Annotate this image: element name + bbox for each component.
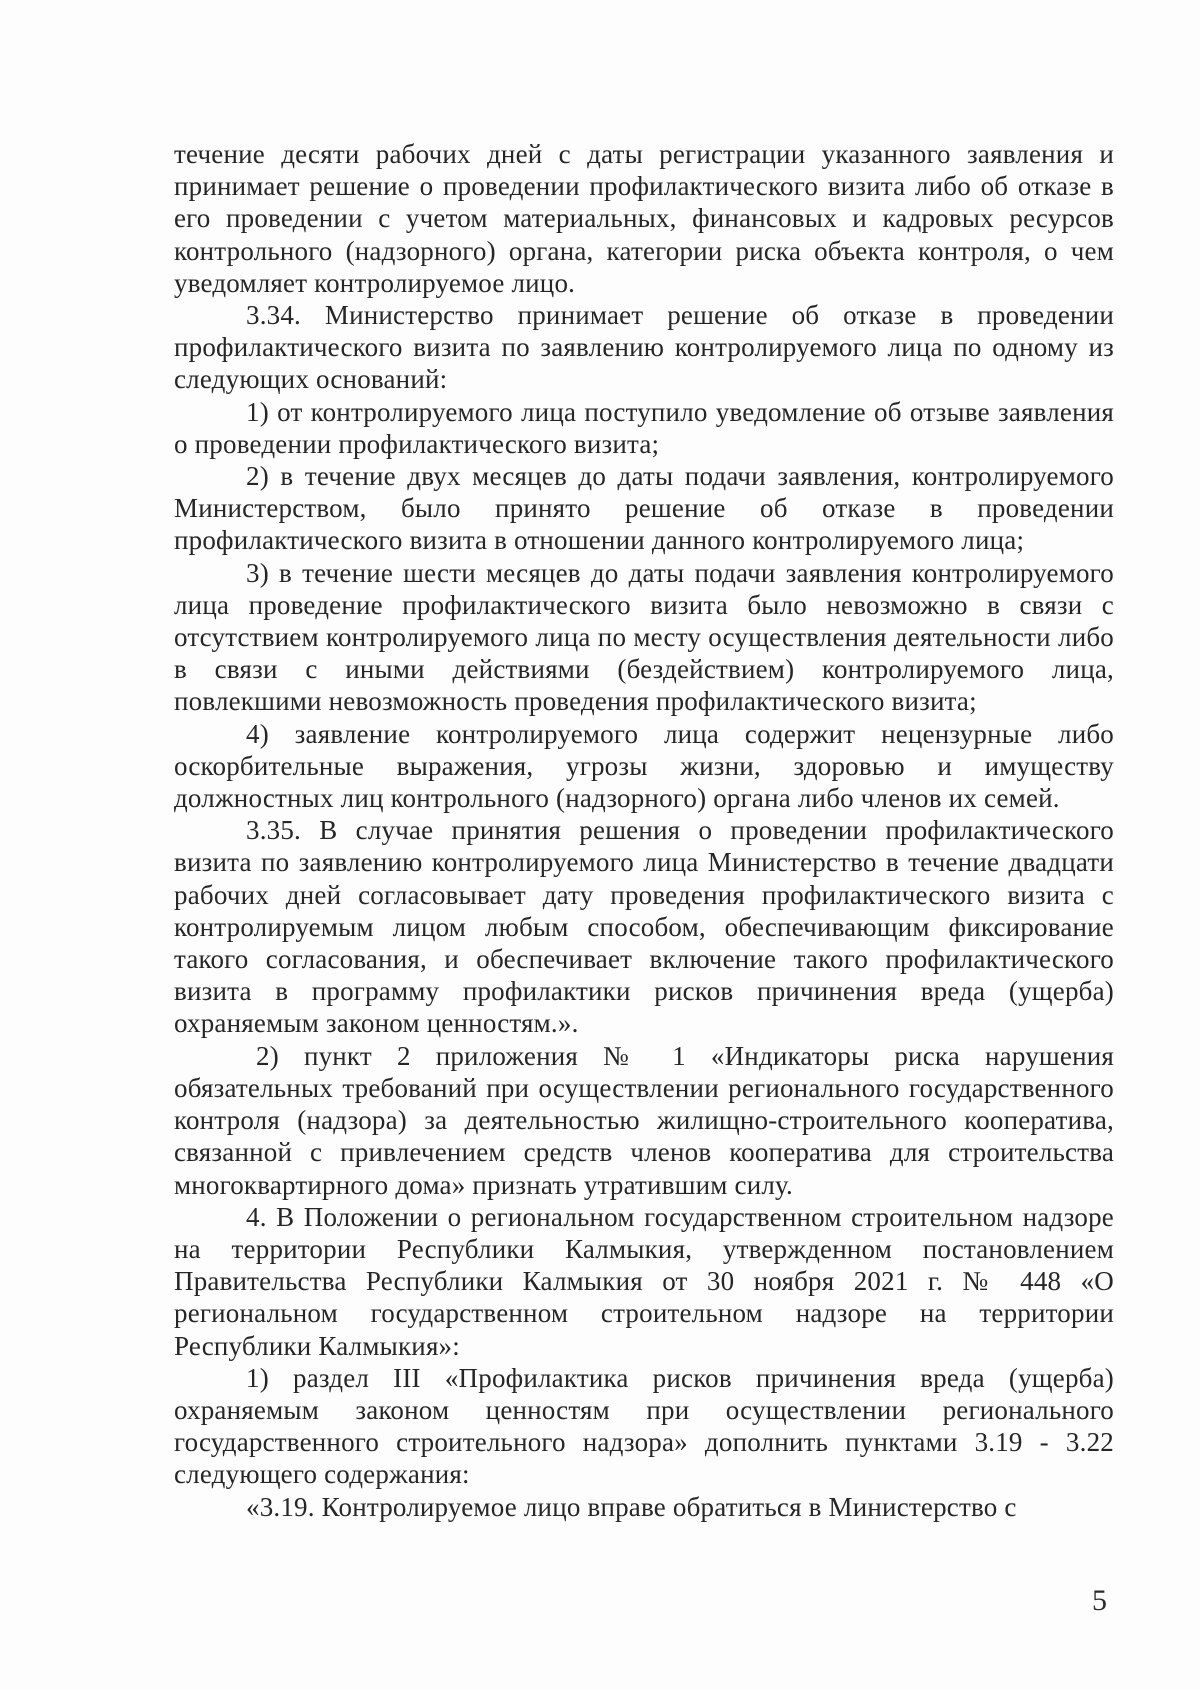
paragraph-3-34: 3.34. Министерство принимает решение об отказе в проведении профилактического визита по заявлению контролируемого лица по одному из следующих оснований:	[174, 300, 1114, 395]
paragraph-item-1: 1) от контролируемого лица поступило уведомление об отзыве заявления о проведении профилактического визита;	[174, 396, 1114, 459]
paragraph-point-2: 2) пункт 2 приложения № 1 «Индикаторы риска нарушения обязательных требований при осуществлении регионального государственного контроля (надзора) за деятельностью жилищно-строительного кооператива, связанной с привлечением средств членов кооператива для строительства многоквартирного дома» признать утратившим силу.	[174, 1040, 1114, 1200]
paragraph-3-35: 3.35. В случае принятия решения о проведении профилактического визита по заявлению контролируемого лица Министерство в течение двадцати рабочих дней согласовывает дату проведения профилактического визита с контролируемым лицом любым способом, обеспечивающим фиксирование такого согласования, и обеспечивает включение такого профилактического визита в программу профилактики рисков причинения вреда (ущерба) охраняемым законом ценностям.».	[174, 815, 1114, 1039]
paragraph-section-4: 4. В Положении о региональном государственном строительном надзоре на территории Республики Калмыкия, утвержденном постановлением Правительства Республики Калмыкия от 30 ноября 2021 г. № 448 «О региональном государственном строительном надзоре на территории Республики Калмыкия»:	[174, 1201, 1114, 1361]
paragraph-section-4-item-1: 1) раздел III «Профилактика рисков причинения вреда (ущерба) охраняемым законом ценностям при осуществлении регионального государственного строительного надзора» дополнить пунктами 3.19 - 3.22 следующего содержания:	[174, 1362, 1114, 1490]
paragraph-item-4: 4) заявление контролируемого лица содержит нецензурные либо оскорбительные выражения, угрозы жизни, здоровью и имуществу должностных лиц контрольного (надзорного) органа либо членов их семей.	[174, 718, 1114, 814]
page-number: 5	[1092, 1584, 1107, 1617]
paragraph-item-2: 2) в течение двух месяцев до даты подачи заявления, контролируемого Министерством, было принято решение об отказе в проведении профилактического визита в отношении данного контролируемого лица;	[174, 461, 1114, 556]
paragraph-continuation: течение десяти рабочих дней с даты регистрации указанного заявления и принимает решение о проведении профилактического визита либо об отказе в его проведении с учетом материальных, финансовых и кадровых ресурсов контрольного (надзорного) органа, категории риска объекта контроля, о чем уведомляет контролируемое лицо.	[174, 139, 1114, 298]
document-body	[174, 138, 1114, 1523]
paragraph-item-3: 3) в течение шести месяцев до даты подачи заявления контролируемого лица проведение профилактического визита было невозможно в связи с отсутствием контролируемого лица по месту осуществления деятельности либо в связи с иными действиями (бездействием) контролируемого лица, повлекшими невозможность проведения профилактического визита;	[174, 557, 1114, 717]
paragraph-3-19: «3.19. Контролируемое лицо вправе обратиться в Министерство с	[246, 1491, 1017, 1522]
